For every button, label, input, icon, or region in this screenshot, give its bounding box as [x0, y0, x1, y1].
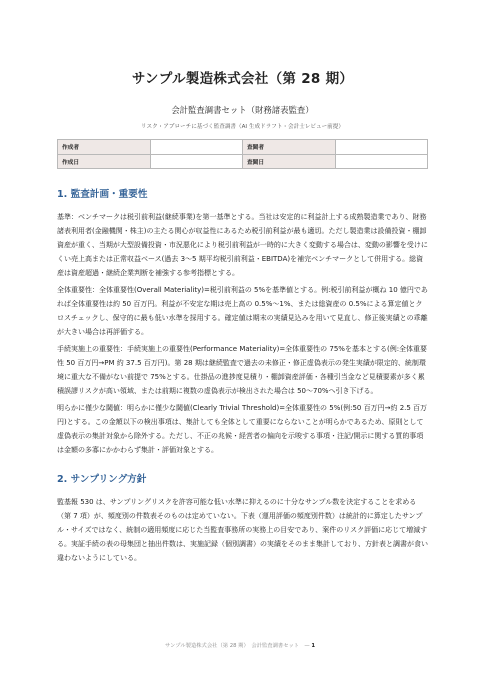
- page-footer: [0, 641, 480, 649]
- table-row: [58, 140, 428, 155]
- section-sampling: [57, 471, 428, 565]
- paragraph-sampling-policy: 監基報 530 は、サンプリングリスクを許容可能な低い水準に抑えるのに十分なサンプル数を決定することを求める（第 7 項）が、頻度別の件数表そのものは定めていない。下表（運用評価の頻度別件数）は統計的に算定したサンプル・サイズではなく、統制の適用頻度に応じた当監査事務所の実務上の目安であり、案件のリスク評価に応じて増減する。実証手続の表の母集団と抽出件数は、実施記録（個別調書）の実績をそのまま集計しており、方針表と調書が食い違わないようにしている。: [57, 498, 428, 562]
- prepared-date-label: 作成日: [58, 154, 151, 169]
- reviewer-value: [335, 140, 428, 155]
- paragraph-benchmark: 基準：ベンチマークは税引前利益(継続事業)を第一基準とする。当社は安定的に利益計上する成熟製造業であり、財務諸表利用者(金融機関・株主)の主たる関心が収益性にあるため税引前利益が最も適切。ただし製造業は設備投資・棚卸資産が重く、当期が大型設備投資・市況悪化により税引前利益が一時的に大きく変動する場合は、変動の影響を受けにくい売上高または正常収益ベース(過去 3〜5 期平均税引前利益・EBITDA)を補完ベンチマークとして併用する。総資産は資産超過・継続企業判断を補強する参考指標とする。: [57, 213, 428, 277]
- signoff-table: [57, 139, 428, 169]
- section-heading: 1. 監査計画・重要性: [57, 189, 148, 200]
- paragraph-overall-materiality: 全体重要性：全体重要性(Overall Materiality)=税引前利益の 5%を基準値とする。例:税引前利益が概ね 10 億円であれば全体重要性は約 50 百万円。利益が不安定な期は売上高の 0.5%〜1%、または総資産の 0.5%による算定値とクロスチェックし、保守的に最も低い水準を採用する。確定値は期末の実績見込みを用いて見直し、修正後実績との乖離が大きい場合は再評価する。: [57, 286, 428, 336]
- document-note: リスク・アプローチに基づく監査調書（AI 生成ドラフト・会計士レビュー前提）: [141, 124, 344, 130]
- footer-text: サンプル製造株式会社（第 28 期） 会計監査調書セット —: [164, 643, 310, 649]
- paragraph-trivial-threshold: 明らかに僅少な閾値：明らかに僅少な閾値(Clearly Trivial Threshold)=全体重要性の 5%(例:50 百万円→約 2.5 百万円)とする。この金額以下の検出事項は、集計しても全体として重要にならないことが明らかであるため、原則として虚偽表示の集計対象から除外する。ただし、不正の兆候・経営者の偏向を示唆する事項・注記/開示に関する質的事項は金額の多寡にかかわらず集計・評価対象とする。: [57, 404, 428, 454]
- preparer-label: 作成者: [58, 140, 151, 155]
- table-row: [58, 154, 428, 169]
- section-materiality: [57, 186, 428, 457]
- preparer-value: [150, 140, 243, 155]
- reviewer-label: 査閲者: [243, 140, 336, 155]
- paragraph-performance-materiality: 手続実施上の重要性：手続実施上の重要性(Performance Materiality)=全体重要性の 75%を基本とする(例:全体重要性 50 百万円→PM 約 37.5 百万円)。第 28 期は継続監査で過去の未修正・修正虚偽表示の発生実績が限定的、統制環境に重大な不備がない前提で 75%とする。仕掛品の進捗度見積り・棚卸資産評価・各種引当金など見積要素が多く累積誤謬リスクが高い領域、または前期に複数の虚偽表示が検出された場合は 50〜70%へ引き下げる。: [57, 345, 428, 395]
- document-title: サンプル製造株式会社（第 28 期）: [131, 71, 354, 87]
- page-number: 1: [311, 643, 316, 649]
- reviewed-date-label: 査閲日: [243, 154, 336, 169]
- reviewed-date-value: [335, 154, 428, 169]
- section-heading: 2. サンプリング方針: [57, 474, 147, 485]
- document-subtitle: 会計監査調書セット（財務諸表監査）: [171, 105, 314, 115]
- prepared-date-value: [150, 154, 243, 169]
